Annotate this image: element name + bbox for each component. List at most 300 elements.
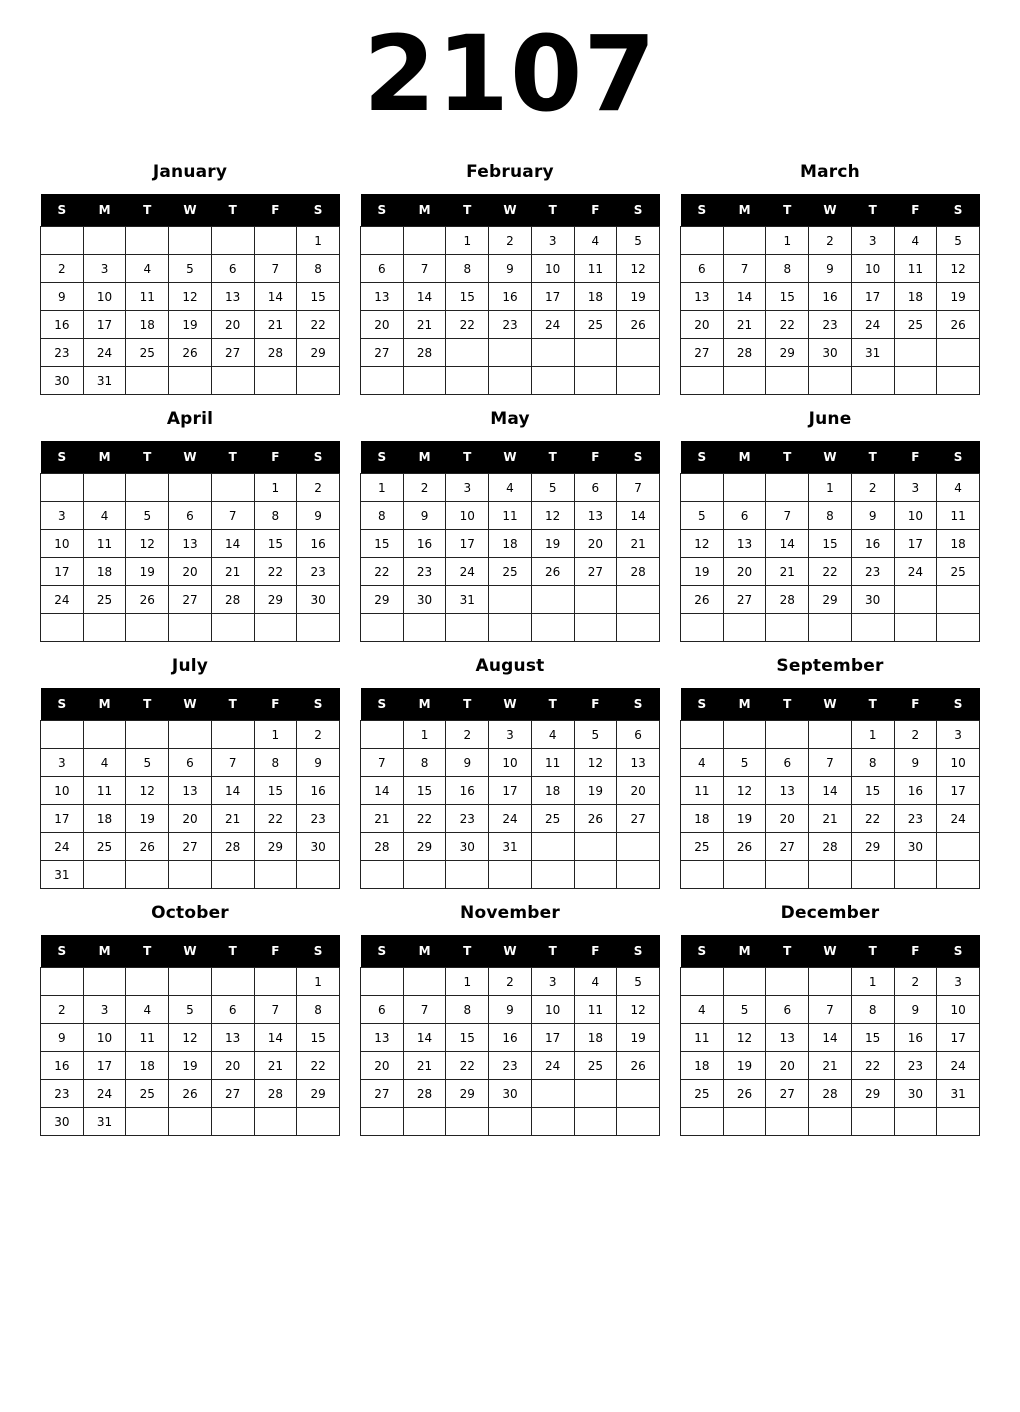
day-cell[interactable]: 2 <box>489 227 532 255</box>
day-cell[interactable]: 17 <box>83 1052 126 1080</box>
day-cell[interactable]: 8 <box>297 255 340 283</box>
day-cell[interactable]: 2 <box>894 721 937 749</box>
day-cell[interactable]: 15 <box>403 777 446 805</box>
day-cell[interactable]: 19 <box>937 283 980 311</box>
day-cell[interactable]: 11 <box>574 255 617 283</box>
day-cell[interactable]: 15 <box>361 530 404 558</box>
day-cell[interactable]: 27 <box>766 1080 809 1108</box>
day-cell[interactable]: 4 <box>83 749 126 777</box>
day-cell[interactable]: 21 <box>723 311 766 339</box>
day-cell[interactable]: 1 <box>766 227 809 255</box>
day-cell[interactable]: 17 <box>446 530 489 558</box>
day-cell[interactable]: 24 <box>41 833 84 861</box>
day-cell[interactable]: 28 <box>403 1080 446 1108</box>
day-cell[interactable]: 23 <box>403 558 446 586</box>
day-cell[interactable]: 3 <box>446 474 489 502</box>
day-cell[interactable]: 23 <box>851 558 894 586</box>
day-cell[interactable]: 24 <box>446 558 489 586</box>
day-cell[interactable]: 11 <box>531 749 574 777</box>
day-cell[interactable]: 29 <box>254 586 297 614</box>
day-cell[interactable]: 15 <box>254 530 297 558</box>
day-cell[interactable]: 10 <box>41 777 84 805</box>
day-cell[interactable]: 25 <box>489 558 532 586</box>
day-cell[interactable]: 22 <box>446 311 489 339</box>
day-cell[interactable]: 6 <box>766 749 809 777</box>
day-cell[interactable]: 16 <box>403 530 446 558</box>
day-cell[interactable]: 16 <box>297 777 340 805</box>
day-cell[interactable]: 24 <box>531 311 574 339</box>
day-cell[interactable]: 4 <box>574 227 617 255</box>
day-cell[interactable]: 27 <box>766 833 809 861</box>
day-cell[interactable]: 9 <box>41 1024 84 1052</box>
day-cell[interactable]: 23 <box>297 805 340 833</box>
day-cell[interactable]: 7 <box>403 996 446 1024</box>
day-cell[interactable]: 5 <box>617 227 660 255</box>
day-cell[interactable]: 23 <box>41 1080 84 1108</box>
day-cell[interactable]: 22 <box>297 1052 340 1080</box>
day-cell[interactable]: 2 <box>851 474 894 502</box>
day-cell[interactable]: 29 <box>254 833 297 861</box>
day-cell[interactable]: 15 <box>446 283 489 311</box>
day-cell[interactable]: 3 <box>894 474 937 502</box>
day-cell[interactable]: 26 <box>126 833 169 861</box>
day-cell[interactable]: 12 <box>531 502 574 530</box>
day-cell[interactable]: 18 <box>681 1052 724 1080</box>
day-cell[interactable]: 7 <box>254 255 297 283</box>
day-cell[interactable]: 28 <box>766 586 809 614</box>
day-cell[interactable]: 15 <box>446 1024 489 1052</box>
day-cell[interactable]: 5 <box>617 968 660 996</box>
day-cell[interactable]: 22 <box>809 558 852 586</box>
day-cell[interactable]: 10 <box>531 996 574 1024</box>
day-cell[interactable]: 20 <box>169 558 212 586</box>
day-cell[interactable]: 10 <box>41 530 84 558</box>
day-cell[interactable]: 5 <box>531 474 574 502</box>
day-cell[interactable]: 13 <box>617 749 660 777</box>
day-cell[interactable]: 30 <box>894 1080 937 1108</box>
day-cell[interactable]: 5 <box>126 502 169 530</box>
day-cell[interactable]: 9 <box>894 749 937 777</box>
day-cell[interactable]: 5 <box>937 227 980 255</box>
day-cell[interactable]: 5 <box>169 255 212 283</box>
day-cell[interactable]: 8 <box>361 502 404 530</box>
day-cell[interactable]: 2 <box>489 968 532 996</box>
day-cell[interactable]: 18 <box>894 283 937 311</box>
day-cell[interactable]: 11 <box>681 777 724 805</box>
day-cell[interactable]: 13 <box>211 1024 254 1052</box>
day-cell[interactable]: 27 <box>169 586 212 614</box>
day-cell[interactable]: 22 <box>766 311 809 339</box>
day-cell[interactable]: 24 <box>83 1080 126 1108</box>
day-cell[interactable]: 26 <box>617 311 660 339</box>
day-cell[interactable]: 20 <box>617 777 660 805</box>
day-cell[interactable]: 30 <box>297 586 340 614</box>
day-cell[interactable]: 20 <box>361 1052 404 1080</box>
day-cell[interactable]: 18 <box>574 283 617 311</box>
day-cell[interactable]: 3 <box>83 996 126 1024</box>
day-cell[interactable]: 25 <box>681 833 724 861</box>
day-cell[interactable]: 11 <box>681 1024 724 1052</box>
day-cell[interactable]: 13 <box>723 530 766 558</box>
day-cell[interactable]: 17 <box>937 777 980 805</box>
day-cell[interactable]: 24 <box>937 1052 980 1080</box>
day-cell[interactable]: 14 <box>403 1024 446 1052</box>
day-cell[interactable]: 30 <box>297 833 340 861</box>
day-cell[interactable]: 25 <box>937 558 980 586</box>
day-cell[interactable]: 7 <box>403 255 446 283</box>
day-cell[interactable]: 9 <box>894 996 937 1024</box>
day-cell[interactable]: 10 <box>531 255 574 283</box>
day-cell[interactable]: 21 <box>254 311 297 339</box>
day-cell[interactable]: 13 <box>574 502 617 530</box>
day-cell[interactable]: 15 <box>297 1024 340 1052</box>
day-cell[interactable]: 23 <box>489 1052 532 1080</box>
day-cell[interactable]: 6 <box>766 996 809 1024</box>
day-cell[interactable]: 1 <box>851 968 894 996</box>
day-cell[interactable]: 13 <box>766 1024 809 1052</box>
day-cell[interactable]: 3 <box>41 749 84 777</box>
day-cell[interactable]: 11 <box>574 996 617 1024</box>
day-cell[interactable]: 5 <box>126 749 169 777</box>
day-cell[interactable]: 16 <box>489 1024 532 1052</box>
day-cell[interactable]: 23 <box>489 311 532 339</box>
day-cell[interactable]: 9 <box>446 749 489 777</box>
day-cell[interactable]: 13 <box>766 777 809 805</box>
day-cell[interactable]: 4 <box>681 996 724 1024</box>
day-cell[interactable]: 11 <box>83 777 126 805</box>
day-cell[interactable]: 31 <box>851 339 894 367</box>
day-cell[interactable]: 27 <box>681 339 724 367</box>
day-cell[interactable]: 16 <box>297 530 340 558</box>
day-cell[interactable]: 6 <box>361 255 404 283</box>
day-cell[interactable]: 26 <box>681 586 724 614</box>
day-cell[interactable]: 29 <box>851 1080 894 1108</box>
day-cell[interactable]: 17 <box>851 283 894 311</box>
day-cell[interactable]: 5 <box>681 502 724 530</box>
day-cell[interactable]: 19 <box>126 805 169 833</box>
day-cell[interactable]: 21 <box>809 805 852 833</box>
day-cell[interactable]: 4 <box>681 749 724 777</box>
day-cell[interactable]: 16 <box>41 1052 84 1080</box>
day-cell[interactable]: 1 <box>297 968 340 996</box>
day-cell[interactable]: 16 <box>894 777 937 805</box>
day-cell[interactable]: 14 <box>617 502 660 530</box>
day-cell[interactable]: 17 <box>531 283 574 311</box>
day-cell[interactable]: 10 <box>937 996 980 1024</box>
day-cell[interactable]: 8 <box>851 996 894 1024</box>
day-cell[interactable]: 10 <box>937 749 980 777</box>
day-cell[interactable]: 12 <box>723 1024 766 1052</box>
day-cell[interactable]: 10 <box>83 283 126 311</box>
day-cell[interactable]: 14 <box>403 283 446 311</box>
day-cell[interactable]: 20 <box>211 1052 254 1080</box>
day-cell[interactable]: 19 <box>681 558 724 586</box>
day-cell[interactable]: 19 <box>169 311 212 339</box>
day-cell[interactable]: 25 <box>574 1052 617 1080</box>
day-cell[interactable]: 20 <box>766 1052 809 1080</box>
day-cell[interactable]: 26 <box>126 586 169 614</box>
day-cell[interactable]: 18 <box>126 311 169 339</box>
day-cell[interactable]: 8 <box>809 502 852 530</box>
day-cell[interactable]: 3 <box>937 721 980 749</box>
day-cell[interactable]: 9 <box>489 255 532 283</box>
day-cell[interactable]: 6 <box>211 255 254 283</box>
day-cell[interactable]: 16 <box>851 530 894 558</box>
day-cell[interactable]: 15 <box>851 1024 894 1052</box>
day-cell[interactable]: 13 <box>361 283 404 311</box>
day-cell[interactable]: 23 <box>446 805 489 833</box>
day-cell[interactable]: 28 <box>617 558 660 586</box>
day-cell[interactable]: 7 <box>723 255 766 283</box>
day-cell[interactable]: 3 <box>41 502 84 530</box>
day-cell[interactable]: 8 <box>254 749 297 777</box>
day-cell[interactable]: 4 <box>83 502 126 530</box>
day-cell[interactable]: 26 <box>531 558 574 586</box>
day-cell[interactable]: 8 <box>254 502 297 530</box>
day-cell[interactable]: 29 <box>361 586 404 614</box>
day-cell[interactable]: 30 <box>41 1108 84 1136</box>
day-cell[interactable]: 17 <box>894 530 937 558</box>
day-cell[interactable]: 14 <box>361 777 404 805</box>
day-cell[interactable]: 19 <box>574 777 617 805</box>
day-cell[interactable]: 10 <box>446 502 489 530</box>
day-cell[interactable]: 2 <box>809 227 852 255</box>
day-cell[interactable]: 11 <box>126 1024 169 1052</box>
day-cell[interactable]: 27 <box>723 586 766 614</box>
day-cell[interactable]: 29 <box>446 1080 489 1108</box>
day-cell[interactable]: 21 <box>361 805 404 833</box>
day-cell[interactable]: 15 <box>297 283 340 311</box>
day-cell[interactable]: 7 <box>361 749 404 777</box>
day-cell[interactable]: 27 <box>361 1080 404 1108</box>
day-cell[interactable]: 18 <box>937 530 980 558</box>
day-cell[interactable]: 24 <box>41 586 84 614</box>
day-cell[interactable]: 1 <box>446 227 489 255</box>
day-cell[interactable]: 19 <box>531 530 574 558</box>
day-cell[interactable]: 20 <box>574 530 617 558</box>
day-cell[interactable]: 2 <box>297 474 340 502</box>
day-cell[interactable]: 30 <box>403 586 446 614</box>
day-cell[interactable]: 26 <box>937 311 980 339</box>
day-cell[interactable]: 21 <box>403 311 446 339</box>
day-cell[interactable]: 5 <box>723 996 766 1024</box>
day-cell[interactable]: 2 <box>446 721 489 749</box>
day-cell[interactable]: 29 <box>297 339 340 367</box>
day-cell[interactable]: 30 <box>894 833 937 861</box>
day-cell[interactable]: 19 <box>617 283 660 311</box>
day-cell[interactable]: 7 <box>766 502 809 530</box>
day-cell[interactable]: 25 <box>574 311 617 339</box>
day-cell[interactable]: 20 <box>681 311 724 339</box>
day-cell[interactable]: 9 <box>41 283 84 311</box>
day-cell[interactable]: 24 <box>531 1052 574 1080</box>
day-cell[interactable]: 13 <box>361 1024 404 1052</box>
day-cell[interactable]: 27 <box>211 1080 254 1108</box>
day-cell[interactable]: 6 <box>169 749 212 777</box>
day-cell[interactable]: 24 <box>489 805 532 833</box>
day-cell[interactable]: 10 <box>489 749 532 777</box>
day-cell[interactable]: 22 <box>254 805 297 833</box>
day-cell[interactable]: 27 <box>169 833 212 861</box>
day-cell[interactable]: 6 <box>361 996 404 1024</box>
day-cell[interactable]: 8 <box>446 996 489 1024</box>
day-cell[interactable]: 17 <box>937 1024 980 1052</box>
day-cell[interactable]: 15 <box>766 283 809 311</box>
day-cell[interactable]: 14 <box>254 283 297 311</box>
day-cell[interactable]: 21 <box>809 1052 852 1080</box>
day-cell[interactable]: 18 <box>489 530 532 558</box>
day-cell[interactable]: 31 <box>83 1108 126 1136</box>
day-cell[interactable]: 25 <box>894 311 937 339</box>
day-cell[interactable]: 7 <box>809 996 852 1024</box>
day-cell[interactable]: 1 <box>851 721 894 749</box>
day-cell[interactable]: 28 <box>211 833 254 861</box>
day-cell[interactable]: 28 <box>211 586 254 614</box>
day-cell[interactable]: 22 <box>851 805 894 833</box>
day-cell[interactable]: 25 <box>83 586 126 614</box>
day-cell[interactable]: 25 <box>531 805 574 833</box>
day-cell[interactable]: 1 <box>254 474 297 502</box>
day-cell[interactable]: 3 <box>937 968 980 996</box>
day-cell[interactable]: 2 <box>297 721 340 749</box>
day-cell[interactable]: 15 <box>809 530 852 558</box>
day-cell[interactable]: 4 <box>574 968 617 996</box>
day-cell[interactable]: 9 <box>297 502 340 530</box>
day-cell[interactable]: 27 <box>211 339 254 367</box>
day-cell[interactable]: 20 <box>169 805 212 833</box>
day-cell[interactable]: 31 <box>41 861 84 889</box>
day-cell[interactable]: 3 <box>83 255 126 283</box>
day-cell[interactable]: 30 <box>851 586 894 614</box>
day-cell[interactable]: 16 <box>894 1024 937 1052</box>
day-cell[interactable]: 1 <box>254 721 297 749</box>
day-cell[interactable]: 9 <box>403 502 446 530</box>
day-cell[interactable]: 11 <box>83 530 126 558</box>
day-cell[interactable]: 2 <box>894 968 937 996</box>
day-cell[interactable]: 10 <box>83 1024 126 1052</box>
day-cell[interactable]: 19 <box>126 558 169 586</box>
day-cell[interactable]: 30 <box>489 1080 532 1108</box>
day-cell[interactable]: 30 <box>446 833 489 861</box>
day-cell[interactable]: 19 <box>723 1052 766 1080</box>
day-cell[interactable]: 22 <box>446 1052 489 1080</box>
day-cell[interactable]: 14 <box>723 283 766 311</box>
day-cell[interactable]: 7 <box>211 749 254 777</box>
day-cell[interactable]: 10 <box>894 502 937 530</box>
day-cell[interactable]: 7 <box>211 502 254 530</box>
day-cell[interactable]: 3 <box>531 227 574 255</box>
day-cell[interactable]: 26 <box>723 1080 766 1108</box>
day-cell[interactable]: 28 <box>254 339 297 367</box>
day-cell[interactable]: 17 <box>41 558 84 586</box>
day-cell[interactable]: 12 <box>126 777 169 805</box>
day-cell[interactable]: 26 <box>169 1080 212 1108</box>
day-cell[interactable]: 4 <box>937 474 980 502</box>
day-cell[interactable]: 12 <box>169 1024 212 1052</box>
day-cell[interactable]: 30 <box>809 339 852 367</box>
day-cell[interactable]: 31 <box>446 586 489 614</box>
day-cell[interactable]: 28 <box>809 833 852 861</box>
day-cell[interactable]: 21 <box>403 1052 446 1080</box>
day-cell[interactable]: 11 <box>937 502 980 530</box>
day-cell[interactable]: 20 <box>766 805 809 833</box>
day-cell[interactable]: 9 <box>297 749 340 777</box>
day-cell[interactable]: 12 <box>126 530 169 558</box>
day-cell[interactable]: 9 <box>489 996 532 1024</box>
day-cell[interactable]: 3 <box>851 227 894 255</box>
day-cell[interactable]: 27 <box>574 558 617 586</box>
day-cell[interactable]: 17 <box>41 805 84 833</box>
day-cell[interactable]: 12 <box>169 283 212 311</box>
day-cell[interactable]: 25 <box>126 339 169 367</box>
day-cell[interactable]: 11 <box>489 502 532 530</box>
day-cell[interactable]: 18 <box>126 1052 169 1080</box>
day-cell[interactable]: 6 <box>617 721 660 749</box>
day-cell[interactable]: 27 <box>361 339 404 367</box>
day-cell[interactable]: 27 <box>617 805 660 833</box>
day-cell[interactable]: 20 <box>361 311 404 339</box>
day-cell[interactable]: 14 <box>809 777 852 805</box>
day-cell[interactable]: 6 <box>211 996 254 1024</box>
day-cell[interactable]: 18 <box>531 777 574 805</box>
day-cell[interactable]: 29 <box>809 586 852 614</box>
day-cell[interactable]: 12 <box>574 749 617 777</box>
day-cell[interactable]: 25 <box>126 1080 169 1108</box>
day-cell[interactable]: 29 <box>851 833 894 861</box>
day-cell[interactable]: 24 <box>937 805 980 833</box>
day-cell[interactable]: 17 <box>489 777 532 805</box>
day-cell[interactable]: 8 <box>766 255 809 283</box>
day-cell[interactable]: 4 <box>531 721 574 749</box>
day-cell[interactable]: 21 <box>617 530 660 558</box>
day-cell[interactable]: 29 <box>766 339 809 367</box>
day-cell[interactable]: 7 <box>254 996 297 1024</box>
day-cell[interactable]: 23 <box>894 805 937 833</box>
day-cell[interactable]: 13 <box>169 530 212 558</box>
day-cell[interactable]: 4 <box>894 227 937 255</box>
day-cell[interactable]: 12 <box>723 777 766 805</box>
day-cell[interactable]: 22 <box>297 311 340 339</box>
day-cell[interactable]: 15 <box>851 777 894 805</box>
day-cell[interactable]: 25 <box>83 833 126 861</box>
day-cell[interactable]: 6 <box>574 474 617 502</box>
day-cell[interactable]: 24 <box>851 311 894 339</box>
day-cell[interactable]: 3 <box>489 721 532 749</box>
day-cell[interactable]: 12 <box>681 530 724 558</box>
day-cell[interactable]: 13 <box>681 283 724 311</box>
day-cell[interactable]: 22 <box>851 1052 894 1080</box>
day-cell[interactable]: 8 <box>851 749 894 777</box>
day-cell[interactable]: 3 <box>531 968 574 996</box>
day-cell[interactable]: 28 <box>723 339 766 367</box>
day-cell[interactable]: 1 <box>446 968 489 996</box>
day-cell[interactable]: 1 <box>361 474 404 502</box>
day-cell[interactable]: 28 <box>361 833 404 861</box>
day-cell[interactable]: 16 <box>809 283 852 311</box>
day-cell[interactable]: 5 <box>574 721 617 749</box>
day-cell[interactable]: 14 <box>809 1024 852 1052</box>
day-cell[interactable]: 12 <box>937 255 980 283</box>
day-cell[interactable]: 21 <box>766 558 809 586</box>
day-cell[interactable]: 1 <box>297 227 340 255</box>
day-cell[interactable]: 19 <box>169 1052 212 1080</box>
day-cell[interactable]: 9 <box>809 255 852 283</box>
day-cell[interactable]: 4 <box>489 474 532 502</box>
day-cell[interactable]: 26 <box>617 1052 660 1080</box>
day-cell[interactable]: 31 <box>83 367 126 395</box>
day-cell[interactable]: 23 <box>41 339 84 367</box>
day-cell[interactable]: 17 <box>83 311 126 339</box>
